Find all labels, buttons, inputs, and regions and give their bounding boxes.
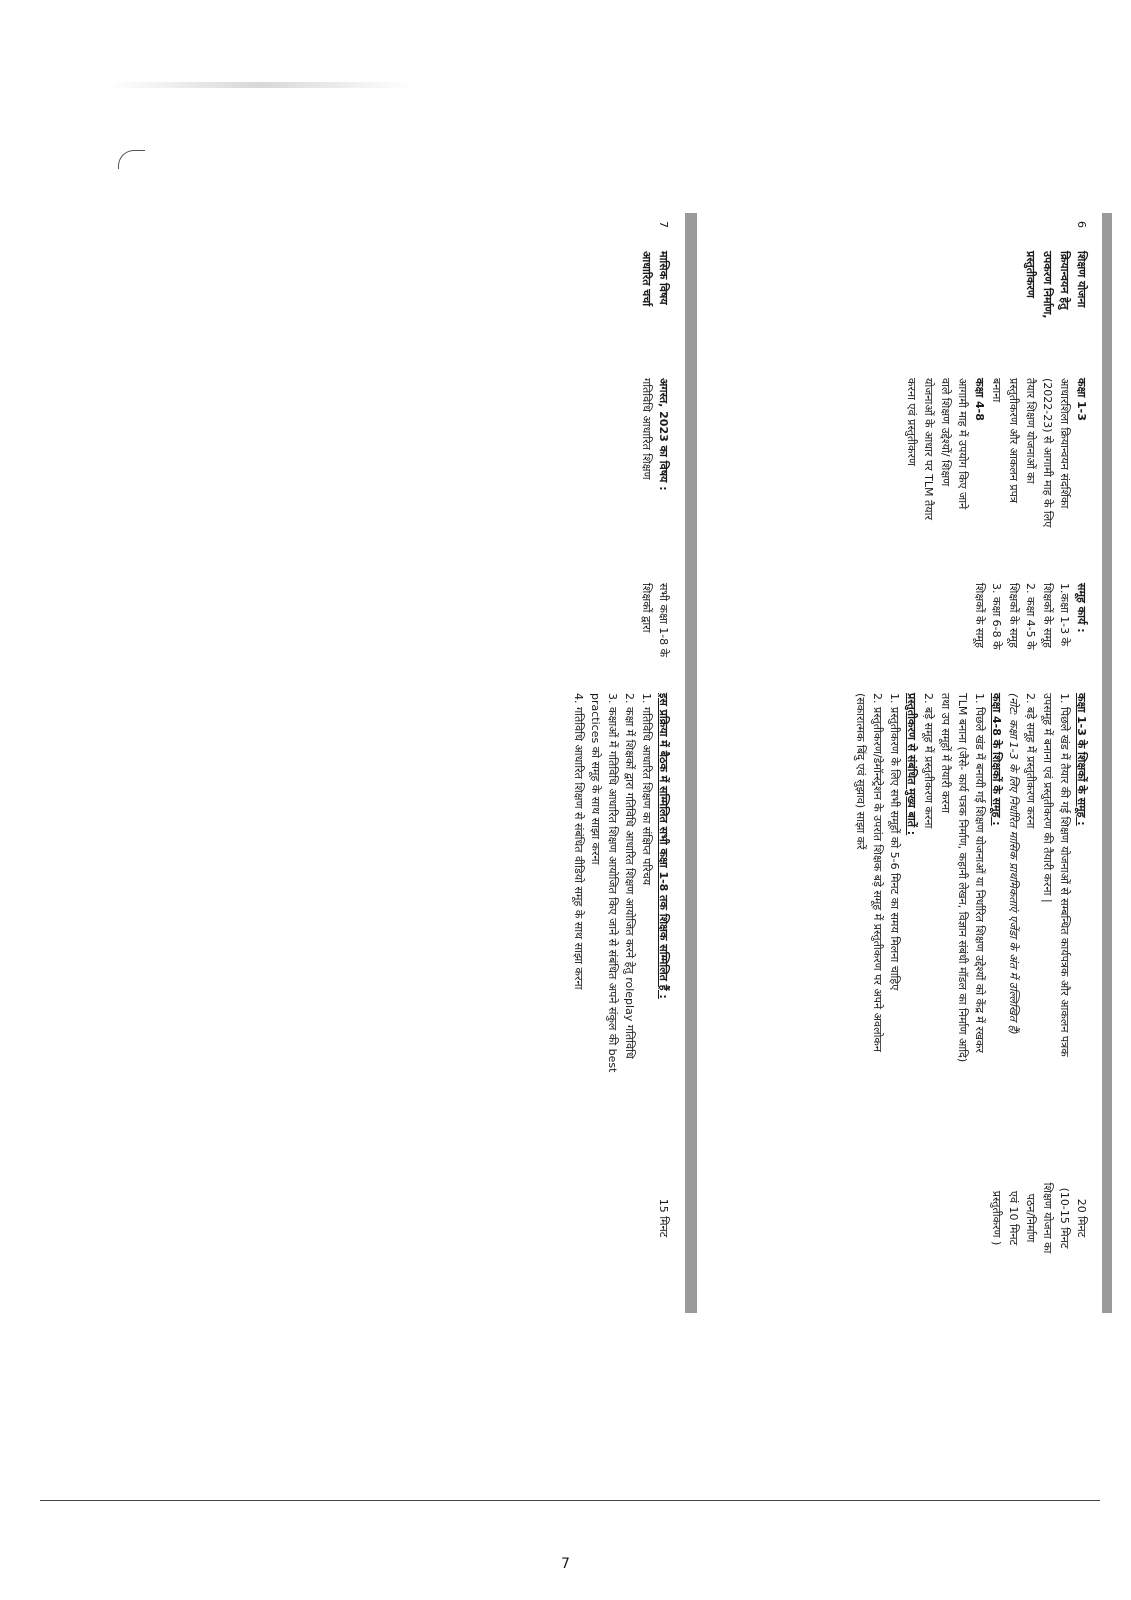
class48-line: करना एवं प्रस्तुतीकरण	[905, 378, 918, 466]
presentation-line: (सकारात्मक बिंदु एवं सुझाव) साझा करें	[854, 693, 867, 850]
page-number: 7	[561, 1556, 570, 1572]
row7-activity-line: 4. गतिविधि आधारित शिक्षण से संबंधित वीडियो समूह के साथ साझा करना	[572, 693, 585, 990]
table-top-border	[1102, 213, 1112, 1313]
g13-note: (नोट: कक्षा 1-3 के लिए निर्धारित मासिक प्राथमिकताएं एजेंडा के अंत में उल्लिखित हैं)	[1007, 693, 1020, 1035]
duration-line: पठन/निर्माण	[1024, 1193, 1037, 1243]
class13-line: बनाना	[990, 378, 1003, 403]
method-line: 3. कक्षा 6-8 के	[990, 583, 1003, 650]
row7-activity-line: 3. कक्षाओं में गतिविधि आधारित शिक्षण आयोजित किए जाने से संबंधित अपने संकुल की best	[606, 693, 619, 1073]
row6-duration	[988, 1143, 1090, 1293]
g48-line: तथा उप समूहों में तैयारी करना	[939, 693, 952, 813]
scan-mark	[118, 150, 145, 169]
row7-method-line: सभी कक्षा 1-8 के	[657, 583, 670, 658]
row7-content-line: गतिविधि आधारित शिक्षण	[640, 378, 653, 480]
row7-duration: 15 मिनट	[657, 1198, 670, 1238]
agenda-table	[412, 213, 1112, 1313]
duration-line: एवं 10 मिनट	[1007, 1190, 1020, 1246]
g13-line: 1. पिछले खंड में तैयार की गई शिक्षण योजनाओं से सम्बन्धित कार्यपत्रक और आकलन पत्रक	[1058, 693, 1071, 1057]
method-line: 1.कक्षा 1-3 के	[1058, 583, 1071, 647]
row6-title-line: शिक्षण योजना	[1075, 251, 1088, 308]
class13-heading: कक्षा 1-3	[1075, 378, 1088, 421]
row6-activity	[852, 693, 1090, 1133]
g48-line: 1. पिछले खंड में बनायी गई शिक्षण योजनाओं या निर्धारित शिक्षण उद्देश्यों को केंद्र में रखकर	[973, 693, 986, 1053]
row7-activity-heading: इस प्रक्रिया में बैठक में सम्मिलित सभी कक्षा 1-8 तक शिक्षक सम्मिलित हैं :	[657, 693, 670, 999]
g13-line: उपसमूह में बनाना एवं प्रस्तुतीकरण की तैयारी करना |	[1041, 693, 1054, 903]
method-line: शिक्षकों के समूह	[973, 583, 986, 648]
scan-smudge	[110, 82, 410, 88]
row6-serial: 6	[1075, 221, 1088, 228]
duration-line: प्रस्तुतीकरण )	[990, 1190, 1003, 1246]
row7-activity-line: 1. गतिविधि आधारित शिक्षण का संक्षिप्त परिचय	[640, 693, 653, 886]
g13-heading: कक्षा 1-3 के शिक्षकों के समूह :	[1075, 693, 1088, 826]
row6-method	[971, 583, 1090, 688]
g48-line: TLM बनाना (जैसे- कार्य पत्रक निर्माण, कहानी लेखन, विज्ञान संबंधी मॉडल का निर्माण आदि)	[956, 693, 969, 1063]
table-row-7	[422, 213, 672, 1313]
method-heading: समूह कार्य :	[1075, 583, 1088, 633]
duration-line: शिक्षण योजना का	[1041, 1182, 1054, 1254]
g48-line: 2. बड़े समूह में प्रस्तुतीकरण करना	[922, 693, 935, 829]
method-line: 2. कक्षा 4-5 के	[1024, 583, 1037, 650]
row7-content	[638, 378, 672, 578]
row6-title-line: प्रस्तुतीकरण	[1024, 251, 1037, 298]
row7-title	[638, 251, 672, 371]
row7-activity-line: practices को समूह के साथ साझा करना	[589, 693, 602, 865]
g13-line: 2. बड़े समूह में प्रस्तुतीकरण करना	[1024, 693, 1037, 829]
row7-method-line: शिक्षकों द्वारा	[640, 583, 653, 633]
class48-heading: कक्षा 4-8	[973, 378, 986, 421]
class13-line: तैयार शिक्षण योजनाओं का	[1024, 378, 1037, 484]
duration-line: (10-15 मिनट	[1058, 1187, 1071, 1249]
footer-rule	[40, 1500, 1100, 1501]
class48-line: योजनाओं के आधार पर TLM तैयार	[922, 378, 935, 520]
row6-title	[1022, 251, 1090, 371]
row6-content	[903, 378, 1090, 578]
table-section-divider	[685, 213, 697, 1313]
row7-activity-line: 2. कक्षा में शिक्षकों द्वारा गतिविधि आधारित शिक्षण आयोजित करने हेतु roleplay गतिविधि	[623, 693, 636, 1059]
class13-line: आधारशिला क्रियान्वयन संदर्शिका	[1058, 378, 1071, 509]
class13-line: प्रस्तुतीकरण और आकलन प्रपत्र	[1007, 378, 1020, 503]
class48-line: वाले शिक्षण उद्देश्यों/ शिक्षण	[939, 378, 952, 487]
method-line: शिक्षकों के समूह	[1007, 583, 1020, 648]
g48-heading: कक्षा 4-8 के शिक्षकों के समूह :	[990, 693, 1003, 826]
presentation-line: 1. प्रस्तुतीकरण के लिए सभी समूहों को 5-6 मिनट का समय मिलना चाहिए	[888, 693, 901, 991]
method-line: शिक्षकों के समूह	[1041, 583, 1054, 648]
row7-serial: 7	[657, 221, 670, 228]
presentation-line: 2. प्रस्तुतीकरण/डेमॉन्स्ट्रेशन के उपरांत शिक्षक बड़े समूह में प्रस्तुतीकरण पर अपने अवलोकन	[871, 693, 884, 1052]
class48-line: आगामी माह में उपयोग किए जाने	[956, 378, 969, 510]
row7-method	[638, 583, 672, 688]
row7-title-line: मासिक विषय	[657, 251, 670, 305]
row6-title-line: क्रियान्वयन हेतु	[1058, 251, 1071, 310]
table-row-6	[710, 213, 1090, 1313]
row7-content-heading: अगस्त, 2023 का विषय :	[657, 378, 670, 491]
row6-title-line: उपकरण निर्माण,	[1041, 251, 1054, 319]
class13-line: (2022-23) से आगामी माह के लिए	[1041, 378, 1054, 528]
presentation-heading: प्रस्तुतीकरण से संबंधित मुख्य बातें :	[905, 693, 918, 836]
row7-activity	[570, 693, 672, 1133]
duration-line: 20 मिनट	[1075, 1198, 1088, 1238]
row7-title-line: आधारित चर्चा	[640, 251, 653, 307]
